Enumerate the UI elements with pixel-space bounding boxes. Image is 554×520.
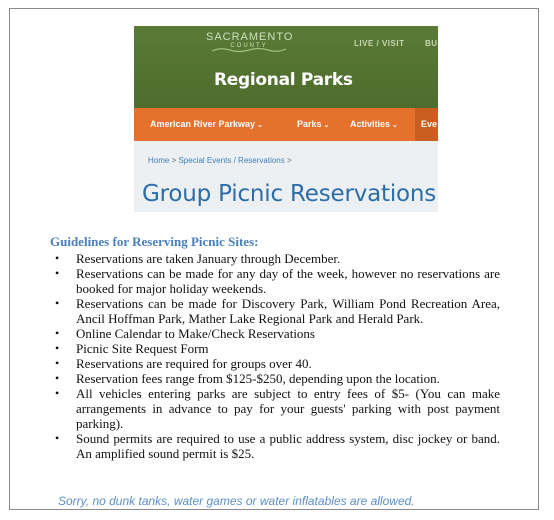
nav-label: Activities [350, 119, 391, 129]
bullet-icon: • [55, 326, 60, 340]
breadcrumb-special-events[interactable]: Special Events / Reservations [178, 156, 285, 165]
list-item [52, 266, 500, 296]
list-item-text: Reservation fees range from $125-$250, depending upon the location. [76, 371, 440, 386]
bullet-icon: • [55, 431, 60, 445]
nav-parks[interactable] [297, 119, 329, 129]
list-item [52, 371, 500, 386]
list-item-text: Reservations are taken January through December. [76, 251, 341, 266]
list-item [52, 431, 500, 461]
bullet-icon: • [55, 296, 60, 310]
site-title[interactable]: Regional Parks [214, 70, 353, 90]
breadcrumb-sep: > [169, 156, 179, 165]
bullet-icon: • [55, 371, 60, 385]
top-nav-business[interactable]: BU [425, 39, 438, 48]
list-item-text: Reservations can be made for Discovery Park, William Pond Recreation Area, Ancil Hoffman Park, Mather Lake Regional Park and Herald Park. [76, 296, 500, 326]
list-item-text: Sound permits are required to use a public address system, disc jockey or band. An amplified sound permit is $25. [76, 431, 500, 461]
main-nav [134, 108, 438, 141]
content-area [134, 141, 438, 212]
page-title: Group Picnic Reservations [142, 181, 437, 207]
list-item-text: Reservations are required for groups over 40. [76, 356, 312, 371]
nav-events[interactable]: Eve [421, 119, 438, 129]
logo-wave-icon [212, 47, 286, 53]
bullet-icon: • [55, 266, 60, 280]
list-item[interactable] [52, 341, 500, 356]
list-item [52, 356, 500, 371]
bullet-icon: • [55, 341, 60, 355]
nav-label: American River Parkway [150, 119, 256, 129]
guidelines-heading: Guidelines for Reserving Picnic Sites: [50, 234, 259, 249]
breadcrumb-tail: > [284, 156, 292, 165]
top-nav-live-visit[interactable]: LIVE / VISIT [354, 39, 405, 48]
breadcrumb-home[interactable]: Home [148, 156, 170, 165]
bullet-icon: • [55, 251, 60, 265]
bullet-icon: • [55, 386, 60, 400]
guidelines-list [52, 251, 500, 461]
bullet-icon: • [55, 356, 60, 370]
list-item-text: Reservations can be made for any day of the week, however no reservations are booked for major holiday weekends. [76, 266, 500, 296]
list-item [52, 386, 500, 431]
logo-text: SACRAMENTO [206, 31, 294, 43]
nav-american-river-parkway[interactable] [150, 119, 263, 129]
nav-label: Parks [297, 119, 322, 129]
list-item [52, 296, 500, 326]
list-item[interactable] [52, 326, 500, 341]
website-screenshot [134, 26, 438, 212]
online-calendar-link[interactable]: Online Calendar to Make/Check Reservations [76, 326, 315, 341]
breadcrumb [148, 156, 292, 165]
list-item-text: All vehicles entering parks are subject to entry fees of $5- (You can make arrangements in advance to pay for your guests' parking with post payment parking). [76, 386, 500, 431]
nav-activities[interactable] [350, 119, 398, 129]
chevron-down-icon: ⌄ [392, 122, 398, 129]
picnic-request-form-link[interactable]: Picnic Site Request Form [76, 341, 209, 356]
chevron-down-icon: ⌄ [323, 122, 330, 129]
chevron-down-icon: ⌄ [257, 122, 263, 129]
logo-subtext: COUNTY [230, 43, 268, 49]
footer-note: Sorry, no dunk tanks, water games or water inflatables are allowed. [58, 494, 415, 508]
list-item [52, 251, 500, 266]
site-header [134, 26, 438, 108]
